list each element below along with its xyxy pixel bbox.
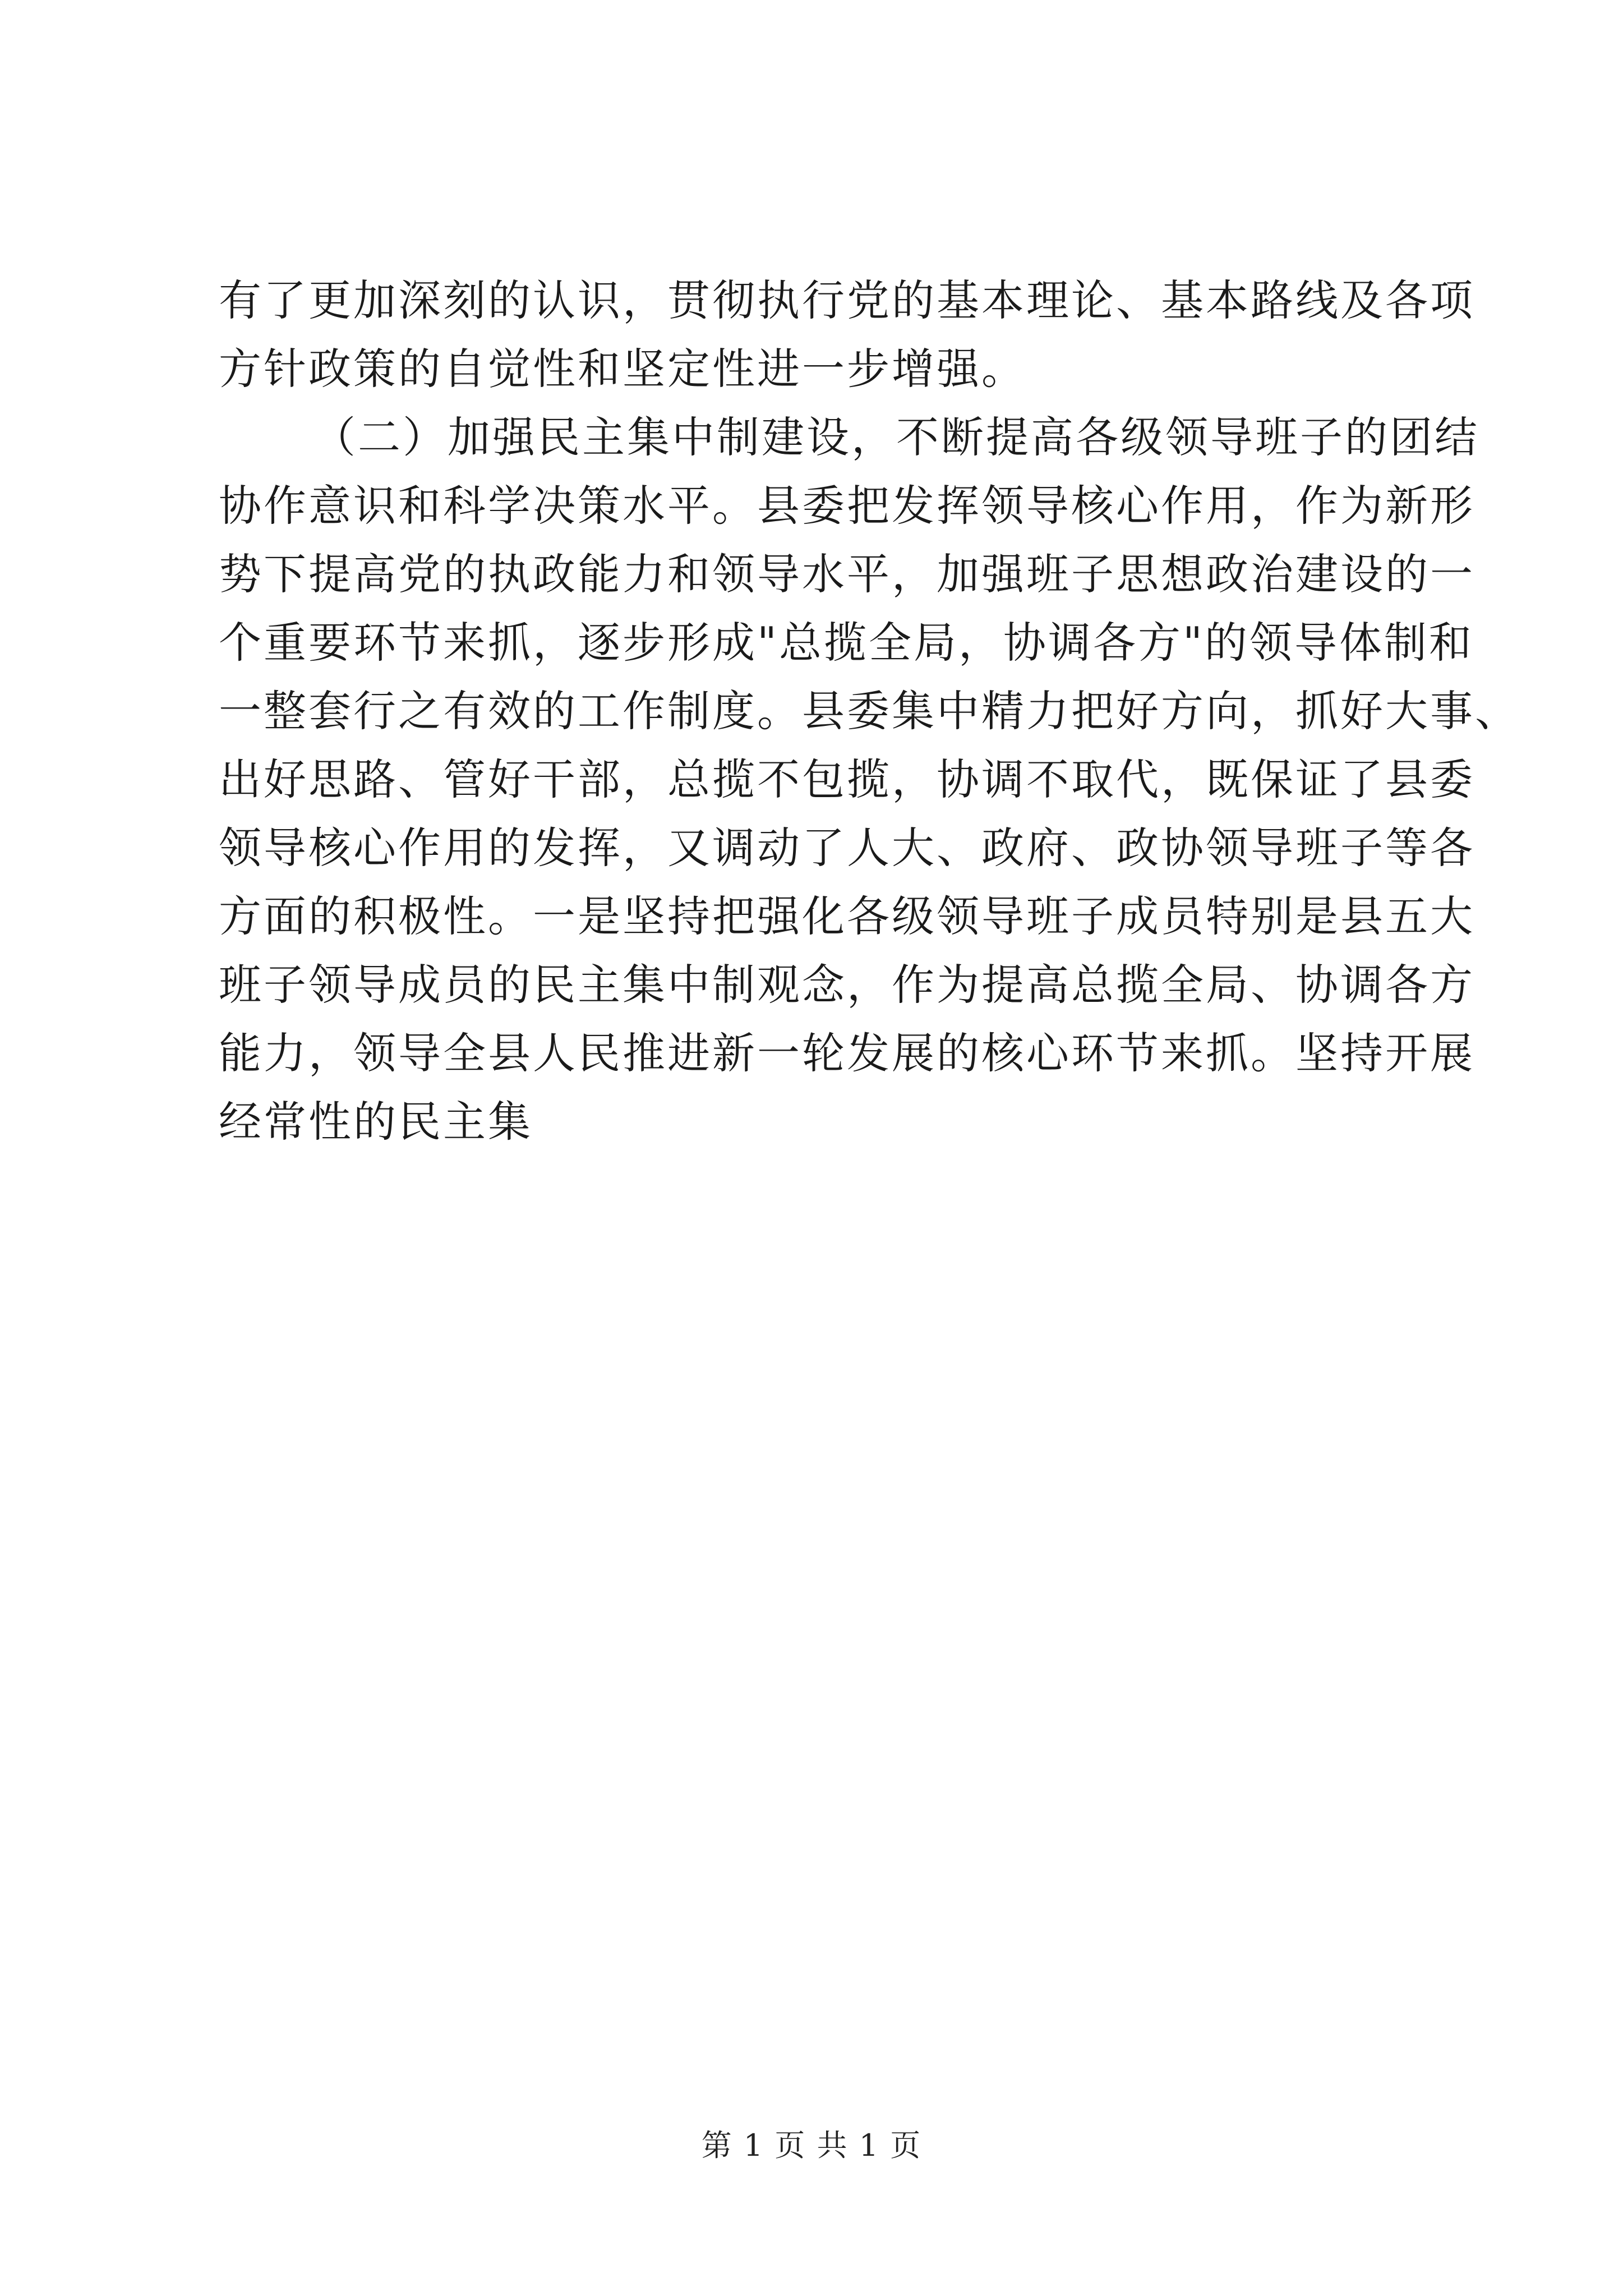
text-line: 方针政策的自觉性和坚定性进一步增强。 <box>219 344 1026 394</box>
text-line: 班子领导成员的民主集中制观念，作为提高总揽全局、协调各方 <box>219 960 1475 1010</box>
text-line: 协作意识和科学决策水平。县委把发挥领导核心作用，作为新形 <box>219 481 1475 531</box>
text-line: 个重要环节来抓，逐步形成"总揽全局，协调各方"的领导体制和 <box>219 618 1474 668</box>
text-line: 方面的积极性。一是坚持把强化各级领导班子成员特别是县五大 <box>219 891 1475 941</box>
text-line: 一整套行之有效的工作制度。县委集中精力把好方向，抓好大事、 <box>219 686 1520 736</box>
text-line: 经常性的民主集 <box>219 1097 533 1147</box>
text-line: 有了更加深刻的认识，贯彻执行党的基本理论、基本路线及各项 <box>219 275 1475 325</box>
text-line: 势下提高党的执政能力和领导水平，加强班子思想政治建设的一 <box>219 549 1475 599</box>
text-line: 领导核心作用的发挥，又调动了人大、政府、政协领导班子等各 <box>219 823 1475 873</box>
paragraph-first-line: （二）加强民主集中制建设，不断提高各级领导班子的团结 <box>313 412 1479 462</box>
document-body <box>219 266 1520 1156</box>
text-line: 能力，领导全县人民推进新一轮发展的核心环节来抓。坚持开展 <box>219 1028 1475 1078</box>
text-line: 出好思路、管好干部，总揽不包揽，协调不取代，既保证了县委 <box>219 754 1475 804</box>
page-footer: 第 1 页 共 1 页 <box>701 2128 922 2163</box>
